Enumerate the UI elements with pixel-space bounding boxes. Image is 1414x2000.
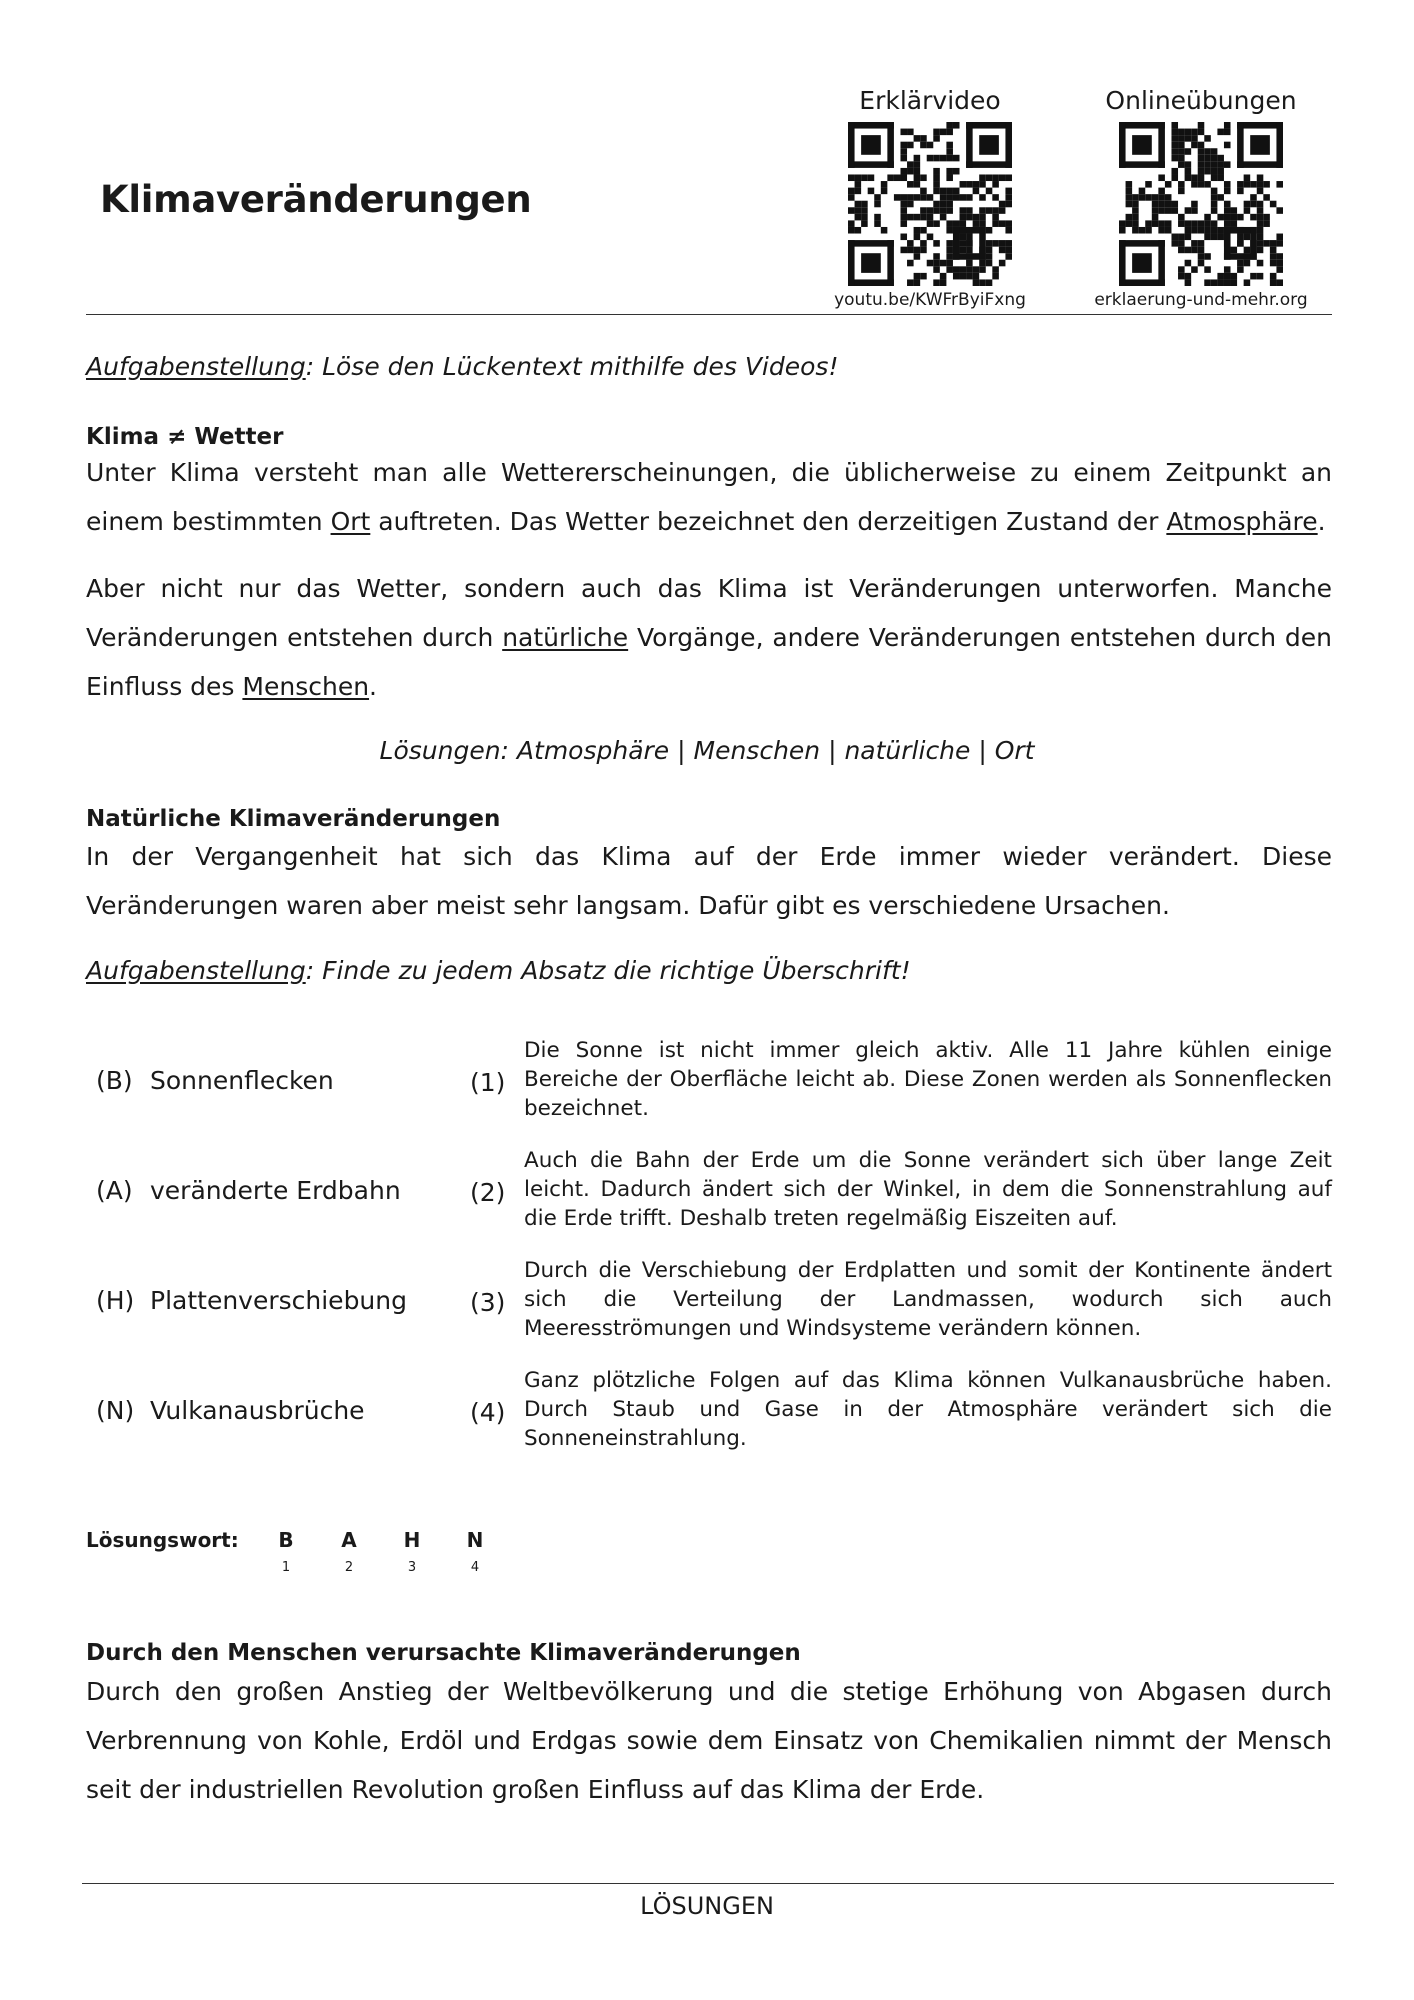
qr-left-caption: Erklärvideo <box>859 86 1001 115</box>
task-instruction-1 <box>86 352 838 381</box>
qr-code-exercises-image <box>1119 122 1283 286</box>
match-letter: (A) <box>96 1176 133 1205</box>
paragraph-climate-change <box>86 564 1332 711</box>
gap-answer: Ort <box>330 507 371 536</box>
match-number: (3) <box>470 1288 506 1317</box>
section-heading-klima-wetter: Klima ≠ Wetter <box>86 424 284 450</box>
text-fragment: Unter Klima versteht man alle Wettererscheinungen, die üblicherweise zu einem Zeitpunkt an einem bestimmten <box>86 458 1332 536</box>
page-title: Klimaveränderungen <box>100 178 532 221</box>
match-letter: (H) <box>96 1286 135 1315</box>
qr-code-video[interactable] <box>848 122 1012 290</box>
solution-index: 1 <box>281 1560 291 1575</box>
qr-code-video-image <box>848 122 1012 286</box>
task-label: Aufgabenstellung <box>86 352 306 381</box>
solution-index: 4 <box>470 1560 480 1575</box>
qr-right-url[interactable]: erklaerung-und-mehr.org <box>1094 290 1308 310</box>
section-heading-natural: Natürliche Klimaveränderungen <box>86 806 501 832</box>
qr-code-exercises[interactable] <box>1119 122 1283 290</box>
gap-answer: natürliche <box>502 623 629 652</box>
text-fragment: Aber nicht nur das Wetter, sondern auch das Klima ist Veränderungen unterworfen. Manche Veränderungen entstehen durch <box>86 574 1332 652</box>
footer-label: LÖSUNGEN <box>640 1892 774 1920</box>
solution-index: 2 <box>344 1560 354 1575</box>
text-fragment: . <box>1317 507 1326 536</box>
task-label: Aufgabenstellung <box>86 956 306 985</box>
match-description: Die Sonne ist nicht immer gleich aktiv. Alle 11 Jahre kühlen einige Bereiche der Oberfläche leicht ab. Diese Zonen werden als Sonnenflecken bezeichnet. <box>524 1038 1332 1121</box>
solution-index: 3 <box>407 1560 417 1575</box>
gap-answer: Atmosphäre <box>1166 507 1318 536</box>
match-description: Ganz plötzliche Folgen auf das Klima können Vulkanausbrüche haben. Durch Staub und Gase in der Atmosphäre verändert sich die Sonneneinstrahlung. <box>524 1368 1332 1451</box>
task-instruction-2 <box>86 956 911 985</box>
paragraph-human-changes: Durch den großen Anstieg der Weltbevölkerung und die stetige Erhöhung von Abgasen durch Verbrennung von Kohle, Erdöl und Erdgas sowie dem Einsatz von Chemikalien nimmt der Mensch seit der industriellen Revolution großen Einfluss auf das Klima der Erde. <box>86 1677 1332 1804</box>
match-heading: Sonnenflecken <box>150 1066 334 1095</box>
footer-divider <box>82 1883 1334 1884</box>
match-heading: Plattenverschiebung <box>150 1286 407 1315</box>
match-description: Durch die Verschiebung der Erdplatten und somit der Kontinente ändert sich die Verteilung der Landmassen, wodurch sich auch Meeresströmungen und Windsysteme verändern können. <box>524 1258 1332 1341</box>
task-text: : Löse den Lückentext mithilfe des Videos! <box>305 352 839 381</box>
task-text: : Finde zu jedem Absatz die richtige Überschrift! <box>305 956 911 985</box>
match-number: (1) <box>470 1068 506 1097</box>
match-number: (4) <box>470 1398 506 1427</box>
match-description: Auch die Bahn der Erde um die Sonne verändert sich über lange Zeit leicht. Dadurch ändert sich der Winkel, in dem die Sonnenstrahlung auf die Erde trifft. Deshalb treten regelmäßig Eiszeiten auf. <box>524 1148 1332 1231</box>
text-fragment: . <box>369 672 377 701</box>
qr-right-caption: Onlineübungen <box>1105 86 1297 115</box>
match-letter: (N) <box>96 1396 135 1425</box>
gap-answer: Menschen <box>242 672 370 701</box>
match-number: (2) <box>470 1178 506 1207</box>
text-fragment: Vorgänge, andere Veränderungen entstehen durch den Einfluss des <box>86 623 1332 701</box>
match-heading: veränderte Erdbahn <box>150 1176 401 1205</box>
qr-left-url[interactable]: youtu.be/KWFrByiFxng <box>834 290 1026 310</box>
solution-letter: N <box>466 1528 484 1552</box>
solutions-line: Lösungen: Atmosphäre | Menschen | natürliche | Ort <box>379 736 1035 765</box>
text-fragment: auftreten. Das Wetter bezeichnet den derzeitigen Zustand der <box>370 507 1167 536</box>
section-heading-human: Durch den Menschen verursachte Klimaveränderungen <box>86 1640 801 1666</box>
paragraph-natural-changes: In der Vergangenheit hat sich das Klima auf der Erde immer wieder verändert. Diese Veränderungen waren aber meist sehr langsam. Dafür gibt es verschiedene Ursachen. <box>86 842 1332 920</box>
paragraph-klima-definition <box>86 448 1332 546</box>
header-divider <box>86 314 1332 315</box>
solution-word-label: Lösungswort: <box>86 1528 239 1552</box>
match-letter: (B) <box>96 1066 133 1095</box>
solution-letter: A <box>341 1528 357 1552</box>
solution-letter: B <box>278 1528 294 1552</box>
match-heading: Vulkanausbrüche <box>150 1396 365 1425</box>
solution-letter: H <box>403 1528 421 1552</box>
